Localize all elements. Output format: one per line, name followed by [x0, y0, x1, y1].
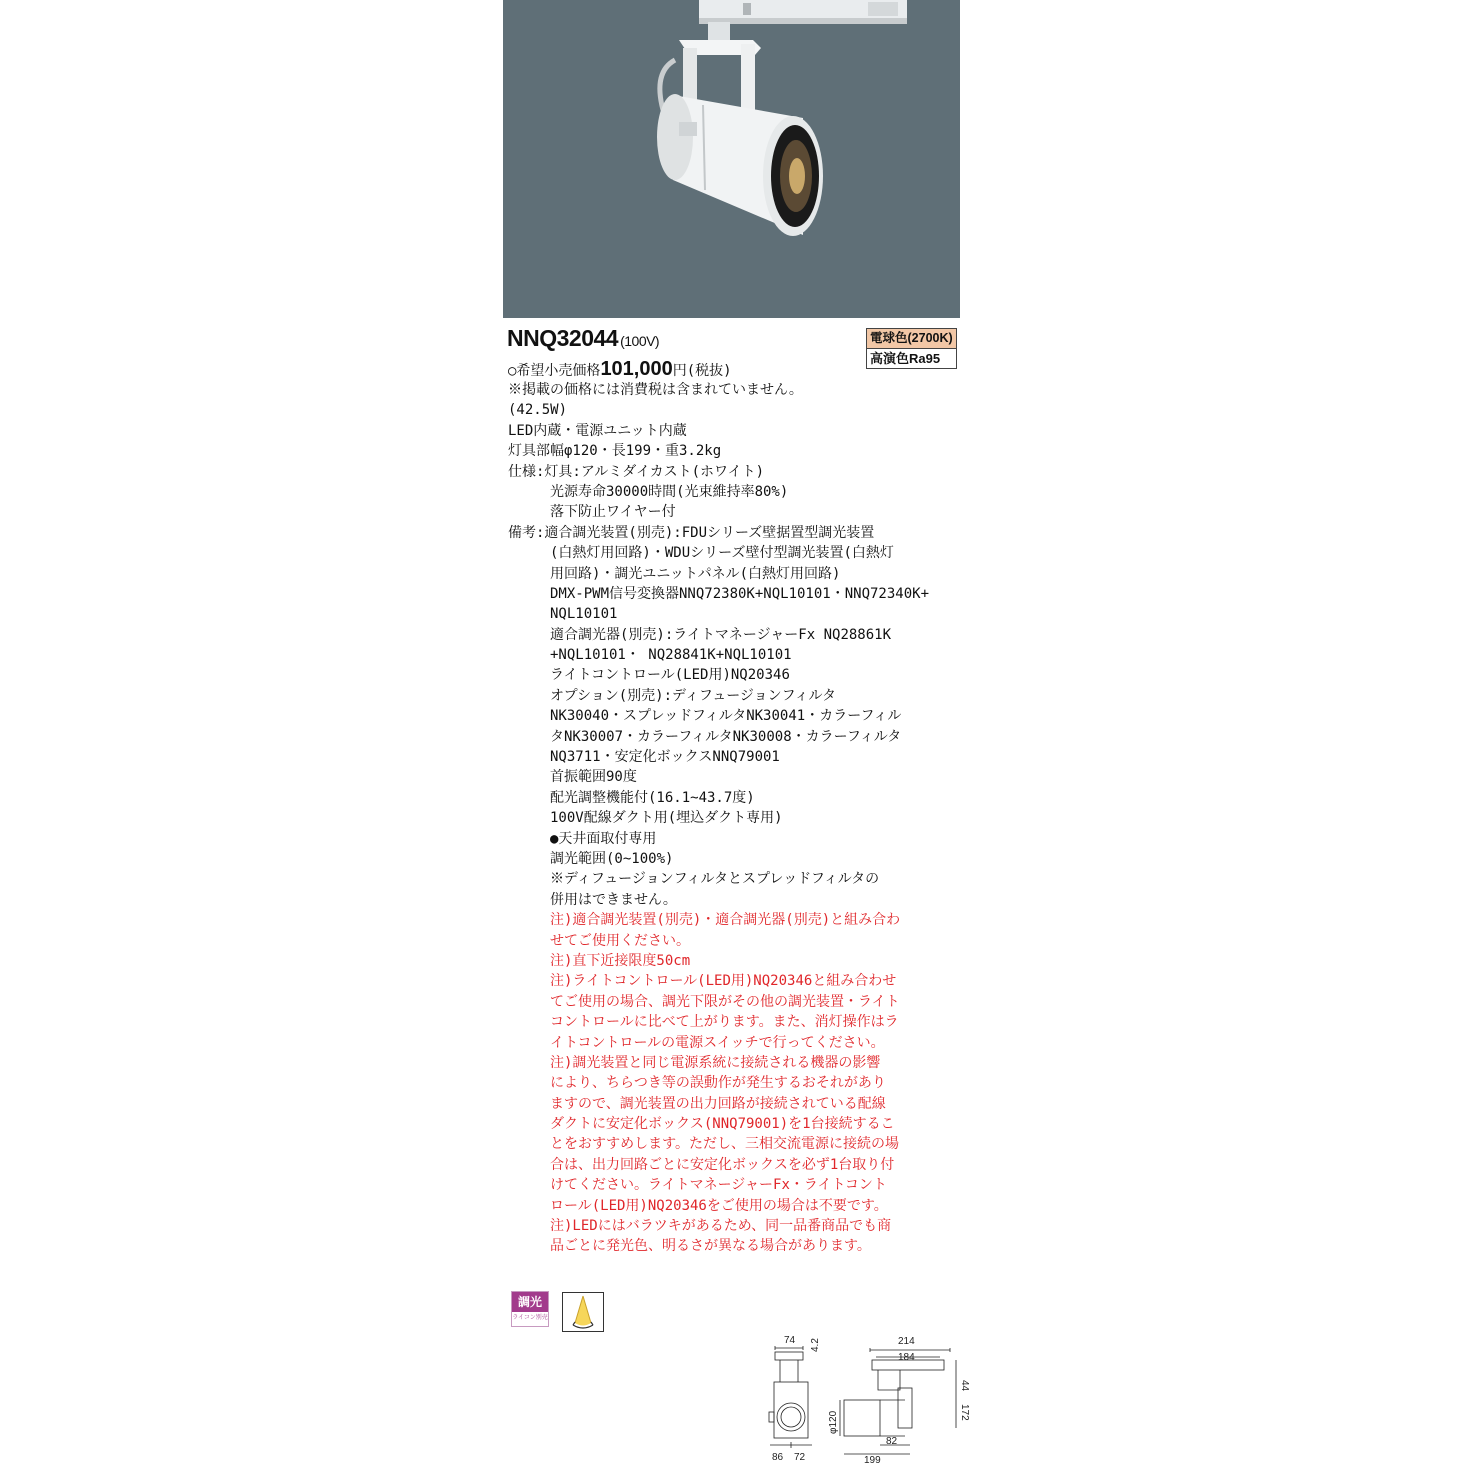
spec-line: 備考:適合調光装置(別売):FDUシリーズ壁据置型調光装置	[508, 524, 875, 541]
spec-line: オプション(別売):ディフュージョンフィルタ	[550, 687, 836, 704]
model-voltage: (100V)	[620, 333, 660, 349]
note-line: てご使用の場合、調光下限がその他の調光装置・ライト	[550, 993, 900, 1010]
note-line: 注)LEDにはバラツキがあるため、同一品番商品でも商	[550, 1218, 892, 1235]
spec-line: 仕様:灯具:アルミダイカスト(ホワイト)	[508, 463, 765, 480]
cri-badge: 高演色Ra95	[866, 349, 957, 369]
spec-line: ※掲載の価格には消費税は含まれていません。	[508, 382, 803, 398]
dimming-label: 調光	[512, 1292, 548, 1312]
product-photo	[503, 0, 960, 318]
spec-line: NQL10101	[550, 606, 618, 623]
note-line: せてご使用ください。	[550, 932, 690, 949]
dim-72: 72	[794, 1452, 806, 1463]
dimming-icon	[511, 1291, 549, 1327]
dimming-sublabel: ライコン別売	[512, 1314, 548, 1321]
price-amount: 101,000	[600, 358, 673, 380]
note-line: 合は、出力回路ごとに安定化ボックスを必ず1台取り付	[550, 1156, 895, 1173]
dim-86: 86	[772, 1452, 784, 1463]
dim-82: 82	[886, 1436, 898, 1447]
note-line: イトコントロールの電源スイッチで行ってください。	[550, 1034, 885, 1051]
spec-line: 灯具部幅φ120・長199・重3.2kg	[508, 443, 722, 460]
spec-line: NK30040・スプレッドフィルタNK30041・カラーフィル	[550, 708, 902, 725]
spec-line: 併用はできません。	[550, 891, 677, 908]
spec-line: ※ディフュージョンフィルタとスプレッドフィルタの	[550, 871, 880, 888]
spec-line: ●天井面取付専用	[550, 830, 657, 847]
product-description	[508, 358, 958, 1257]
note-line: ロール(LED用)NQ20346をご使用の場合は不要です。	[550, 1197, 888, 1214]
note-line: ますので、調光装置の出力回路が接続されている配線	[550, 1095, 886, 1112]
spec-line: タNK30007・カラーフィルタNK30008・カラーフィルタ	[550, 728, 902, 745]
note-line: 注)直下近接限度50cm	[550, 952, 691, 969]
spec-line: 落下防止ワイヤー付	[550, 504, 676, 521]
spec-line: DMX-PWM信号変換器NNQ72380K+NQL10101・NNQ72340K+	[550, 585, 930, 602]
spec-line: 用回路)・調光ユニットパネル(白熱灯用回路)	[550, 565, 841, 582]
dim-phi120: φ120	[828, 1410, 839, 1434]
price-suffix: 円(税抜)	[672, 363, 732, 379]
dim-4-2: 4.2	[810, 1338, 821, 1352]
spec-line: LED内蔵・電源ユニット内蔵	[508, 422, 687, 439]
spec-line: ライトコントロール(LED用)NQ20346	[550, 667, 790, 684]
dim-184: 184	[898, 1352, 915, 1363]
note-line: ダクトに安定化ボックス(NNQ79001)を1台接続するこ	[550, 1116, 895, 1133]
note-line: 注)適合調光装置(別売)・適合調光器(別売)と組み合わ	[550, 912, 901, 929]
note-line: 注)調光装置と同じ電源系統に接続される機器の影響	[550, 1054, 881, 1071]
note-line: 注)ライトコントロール(LED用)NQ20346と組み合わせ	[550, 973, 897, 990]
spec-line: +NQL10101・ NQ28841K+NQL10101	[550, 647, 792, 664]
spec-line: 首振範囲90度	[550, 769, 637, 786]
light-color-badge: 電球色(2700K)	[866, 328, 957, 349]
spec-line: 光源寿命30000時間(光束維持率80%)	[550, 483, 789, 500]
spec-line: 配光調整機能付(16.1~43.7度)	[550, 789, 755, 806]
note-line: により、ちらつき等の誤動作が発生するおそれがあり	[550, 1075, 886, 1092]
dim-199: 199	[864, 1455, 881, 1464]
note-line: とをおすすめします。ただし、三相交流電源に接続の場	[550, 1136, 900, 1153]
spec-line: 100V配線ダクト用(埋込ダクト専用)	[550, 810, 783, 827]
model-number	[507, 325, 659, 352]
price-line	[508, 358, 958, 380]
note-line: けてください。ライトマネージャーFx・ライトコント	[550, 1177, 887, 1194]
beam-angle-icon	[562, 1292, 604, 1332]
spec-line: (42.5W)	[508, 402, 568, 419]
note-line: コントロールに比べて上がります。また、消灯操作はラ	[550, 1014, 899, 1031]
spec-line: (白熱灯用回路)・WDUシリーズ壁付型調光装置(白熱灯	[550, 545, 894, 562]
spec-line: NQ3711・安定化ボックスNNQ79001	[550, 749, 780, 766]
model-code: NNQ32044	[507, 325, 619, 351]
dim-44: 44	[959, 1380, 970, 1392]
dim-74: 74	[784, 1335, 796, 1346]
note-line: 品ごとに発光色、明るさが異なる場合があります。	[550, 1238, 871, 1255]
spec-line: 適合調光器(別売):ライトマネージャーFx NQ28861K	[550, 626, 892, 643]
dim-214: 214	[898, 1336, 915, 1347]
dim-172: 172	[959, 1404, 970, 1421]
price-prefix: ○希望小売価格	[508, 363, 601, 379]
dimension-drawings	[760, 1330, 970, 1464]
spec-line: 調光範囲(0~100%)	[550, 850, 674, 867]
